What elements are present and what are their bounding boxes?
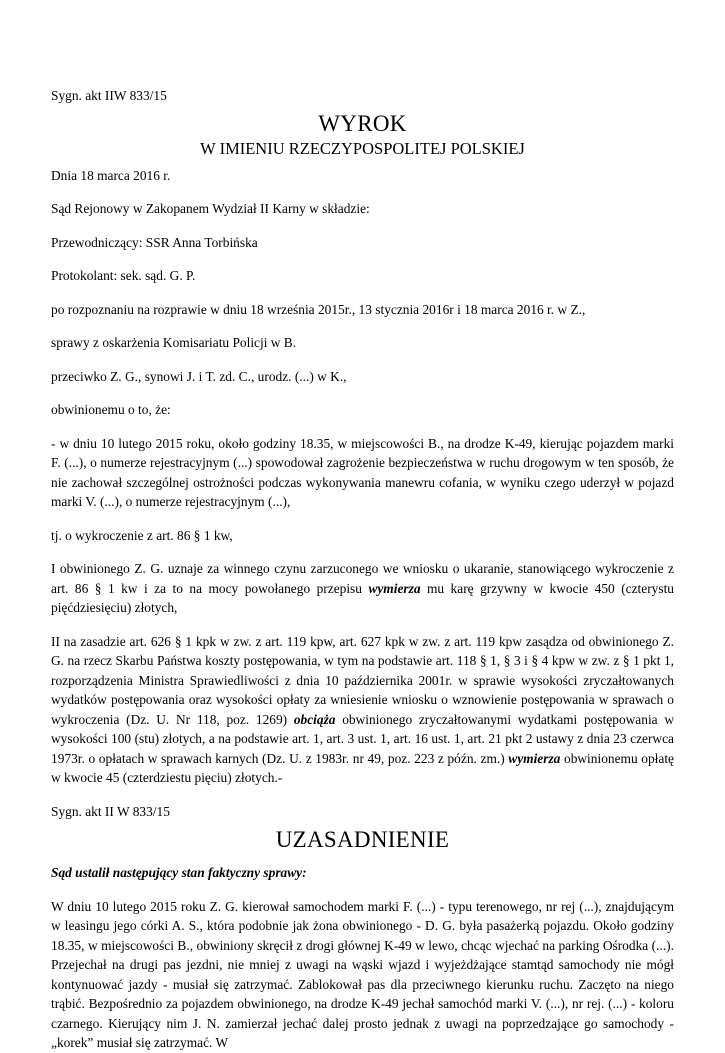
justification-signature: Sygn. akt II W 833/15 xyxy=(51,803,170,819)
ruling-point-2 xyxy=(51,632,674,788)
hearing-dates: po rozpoznaniu na rozprawie w dniu 18 września 2015r., 13 stycznia 2016r i 18 marca 2016 r. w Z., xyxy=(51,301,586,317)
judgment-subtitle: W IMIENIU RZECZYPOSPOLITEJ POLSKIEJ xyxy=(200,138,525,158)
ruling-2-text-end: obwinionemu opłatę w kwocie 45 (czterdziestu pięciu) złotych.- xyxy=(51,750,674,785)
justification-heading: UZASADNIENIE xyxy=(275,827,450,852)
court-clerk: Protokolant: sek. sąd. G. P. xyxy=(51,268,196,283)
ruling-1-text-end: mu karę grzywny w kwocie 450 (czterystu pięćdziesięciu) złotych, xyxy=(51,580,675,615)
ruling-2-text: II na zasadzie art. 626 § 1 kpk w zw. z art. 119 kpw, art. 627 kpk w zw. z art. 119 kpw zasądza od obwinionego Z. G. na rzecz Skarbu Państwa koszty postępowania, w tym na podstawie art. 118 § 1, § 3 i § 4 kpw w zw. z § 1 pkt 1, rozporządzenia Ministra Sprawiedliwości z dnia 10 października 2001r. w sprawie wysokości zryczałtowanych wydatków postępowania oraz wysokości opłaty za wniesienie wniosku o wznowienie postępowania w sprawach o wykroczenia (Dz. U. Nr 118, poz. 1269) xyxy=(51,633,674,727)
document-page xyxy=(51,86,674,1053)
ruling-2-text-mid: obwinionego zryczałtowanymi wydatkami postępowania w wysokości 100 (stu) złotych, a na podstawie art. 1, art. 3 ust. 1, art. 16 ust. 1, art. 21 pkt 2 ustawy z dnia 23 czerwca 1973r. o opłatach w sprawach karnych (Dz. U. z 1983r. nr 49, poz. 223 z późn. zm.) xyxy=(51,711,674,766)
ruling-point-1 xyxy=(51,559,674,618)
facts-section-title: Sąd ustalił następujący stan faktyczny sprawy: xyxy=(51,865,307,880)
ruling-1-emphasis: wymierza xyxy=(368,580,421,596)
judgment-title: WYROK xyxy=(318,110,407,136)
ruling-2-emphasis-1: obciąża xyxy=(293,711,336,727)
defendant-info: przeciwko Z. G., synowi J. i T. zd. C., urodz. (...) w K., xyxy=(51,368,347,384)
judgment-date: Dnia 18 marca 2016 r. xyxy=(51,167,171,183)
prosecution-info: sprawy z oskarżenia Komisariatu Policji w B. xyxy=(51,335,297,350)
court-name: Sąd Rejonowy w Zakopanem Wydział II Karny w składzie: xyxy=(51,201,370,216)
facts-paragraph: W dniu 10 lutego 2015 roku Z. G. kierował samochodem marki F. (...) - typu terenowego, nr rej (...), znajdującym w leasingu jego córki A. S., która podobnie jak żona obwinionego - D. G. była pasażerką pojazdu. Około godziny 18.35, w miejscowości B., obwiniony skręcił z drogi głównej K-49 w lewo, chcąc wjechać na parking Ośrodka (...). Przejechał na drugi pas jezdni, nie mniej z uwagi na wąski wjazd i wyjeżdżające stamtąd samochody nie mógł kontynuować jazdy - musiał się zatrzymać. Zablokował pas dla przeciwnego kierunku ruchu. Zaczęto na niego trąbić. Bezpośrednio za pojazdem obwinionego, na drodze K-49 jechał samochód marki V. (...), nr rej. (...) - koloru czarnego. Kierujący nim J. N. zamierzał jechać dalej prosto jednak z uwagi na poprzedzające go samochody - „korek” musiał się zatrzymać. W xyxy=(51,898,674,1050)
case-signature: Sygn. akt IIW 833/15 xyxy=(51,88,167,103)
ruling-1-text: I obwinionego Z. G. uznaje za winnego czynu zarzuconego we wniosku o ukaranie, stanowiącego wykroczenie z art. 86 § 1 kw i za to na mocy powołanego przepisu xyxy=(51,561,674,596)
ruling-2-emphasis-2: wymierza xyxy=(508,750,561,766)
accused-intro: obwinionemu o to, że: xyxy=(51,402,171,417)
presiding-judge: Przewodniczący: SSR Anna Torbińska xyxy=(51,234,258,250)
charge-description: - w dniu 10 lutego 2015 roku, około godziny 18.35, w miejscowości B., na drodze K-49, kierując pojazdem marki F. (...), o numerze rejestracyjnym (...) spowodował zagrożenie bezpieczeństwa w ruchu drogowym w ten sposób, że nie zachował szczególnej ostrożności podczas wykonywania manewru cofania, w wyniku czego uderzył w pojazd marki V. (...), o numerze rejestracyjnym (...), xyxy=(51,435,674,509)
charge-article: tj. o wykroczenie z art. 86 § 1 kw, xyxy=(51,527,233,543)
